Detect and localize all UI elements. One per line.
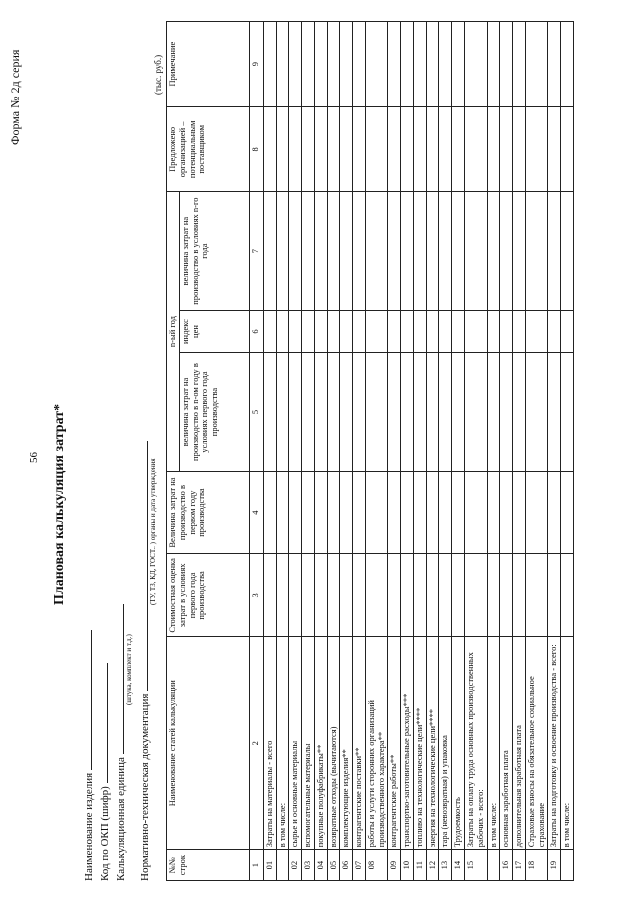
value-cell[interactable] bbox=[289, 471, 302, 554]
value-cell[interactable] bbox=[439, 310, 452, 353]
row-label: возвратные отходы (вычитаются) bbox=[327, 637, 340, 850]
table-row bbox=[500, 22, 513, 881]
row-number: 14 bbox=[452, 850, 465, 881]
value-cell[interactable] bbox=[426, 192, 439, 310]
value-cell[interactable] bbox=[353, 353, 366, 471]
page-number: 56 bbox=[28, 452, 40, 463]
value-cell[interactable] bbox=[452, 554, 465, 637]
value-cell[interactable] bbox=[289, 107, 302, 192]
docs-note: (ТУ, ТЗ, КД, ГОСТ.. ) органы и дата утверждения bbox=[149, 458, 157, 605]
table-body bbox=[263, 22, 573, 881]
row-number: 02 bbox=[289, 850, 302, 881]
value-cell[interactable] bbox=[439, 107, 452, 192]
value-cell[interactable] bbox=[439, 554, 452, 637]
value-cell[interactable] bbox=[327, 471, 340, 554]
value-cell[interactable] bbox=[388, 353, 401, 471]
value-cell[interactable] bbox=[302, 353, 315, 471]
value-cell[interactable] bbox=[327, 353, 340, 471]
value-cell[interactable] bbox=[413, 310, 426, 353]
value-cell[interactable] bbox=[302, 471, 315, 554]
table-row bbox=[548, 22, 561, 881]
header-row-no: №№ строк bbox=[167, 850, 250, 881]
value-cell[interactable] bbox=[401, 310, 414, 353]
value-cell[interactable] bbox=[513, 353, 526, 471]
product-name-label: Наименование изделия bbox=[83, 772, 95, 881]
unit-caption: (тыс. руб.) bbox=[153, 54, 163, 95]
row-number bbox=[561, 850, 574, 881]
row-number: 18 bbox=[525, 850, 548, 881]
value-cell[interactable] bbox=[314, 554, 327, 637]
table-row bbox=[327, 22, 340, 881]
row-label: основная заработная плата bbox=[500, 637, 513, 850]
value-cell[interactable] bbox=[426, 22, 439, 107]
value-cell[interactable] bbox=[452, 310, 465, 353]
value-cell[interactable] bbox=[452, 471, 465, 554]
value-cell[interactable] bbox=[452, 107, 465, 192]
value-cell[interactable] bbox=[487, 554, 500, 637]
row-label: комплектующие изделия** bbox=[340, 637, 353, 850]
header-first-year: Величина затрат на производство в первом году производства bbox=[167, 471, 250, 554]
value-cell[interactable] bbox=[263, 192, 276, 310]
value-cell[interactable] bbox=[548, 192, 561, 310]
table-row bbox=[365, 22, 388, 881]
value-cell[interactable] bbox=[513, 107, 526, 192]
value-cell[interactable] bbox=[465, 471, 488, 554]
value-cell[interactable] bbox=[426, 554, 439, 637]
value-cell[interactable] bbox=[548, 22, 561, 107]
row-label: в том числе: bbox=[276, 637, 289, 850]
row-number: 11 bbox=[413, 850, 426, 881]
row-label: Затраты на подготовку и освоение производства - всего: bbox=[548, 637, 561, 850]
document-title: Плановая калькуляция затрат* bbox=[52, 403, 67, 605]
value-cell[interactable] bbox=[353, 192, 366, 310]
row-label: контрагентские работы** bbox=[388, 637, 401, 850]
header-proposed: Предложено организацией – потенциальным поставщиком bbox=[167, 107, 250, 192]
row-label: в том числе: bbox=[561, 637, 574, 850]
table-row bbox=[401, 22, 414, 881]
table-row bbox=[465, 22, 488, 881]
row-label: транспортно-заготовительные расходы*** bbox=[401, 637, 414, 850]
table-row bbox=[439, 22, 452, 881]
table-row bbox=[276, 22, 289, 881]
calc-unit-note: (штука, комплект и т.д.) bbox=[125, 634, 133, 705]
row-number: 13 bbox=[439, 850, 452, 881]
value-cell[interactable] bbox=[365, 192, 388, 310]
value-cell[interactable] bbox=[263, 353, 276, 471]
table-row bbox=[353, 22, 366, 881]
value-cell[interactable] bbox=[401, 554, 414, 637]
row-label: энергия на технологические цели**** bbox=[426, 637, 439, 850]
value-cell[interactable] bbox=[314, 22, 327, 107]
value-cell[interactable] bbox=[263, 471, 276, 554]
table-row bbox=[487, 22, 500, 881]
value-cell[interactable] bbox=[302, 107, 315, 192]
product-name-line bbox=[80, 630, 92, 770]
column-number: 6 bbox=[249, 310, 263, 353]
value-cell[interactable] bbox=[314, 310, 327, 353]
value-cell[interactable] bbox=[452, 353, 465, 471]
column-number-row bbox=[249, 22, 263, 881]
value-cell[interactable] bbox=[263, 554, 276, 637]
value-cell[interactable] bbox=[548, 554, 561, 637]
row-label: работы и услуги сторонних организаций производственного характера** bbox=[365, 637, 388, 850]
value-cell[interactable] bbox=[465, 554, 488, 637]
header-note: Примечание bbox=[167, 22, 250, 107]
value-cell[interactable] bbox=[465, 353, 488, 471]
row-number: 01 bbox=[263, 850, 276, 881]
value-cell[interactable] bbox=[452, 22, 465, 107]
value-cell[interactable] bbox=[548, 471, 561, 554]
value-cell[interactable] bbox=[276, 22, 289, 107]
value-cell[interactable] bbox=[500, 107, 513, 192]
table-row bbox=[452, 22, 465, 881]
row-label: Затраты на оплату труда основных производственных рабочих - всего: bbox=[465, 637, 488, 850]
value-cell[interactable] bbox=[327, 310, 340, 353]
value-cell[interactable] bbox=[314, 192, 327, 310]
value-cell[interactable] bbox=[500, 22, 513, 107]
value-cell[interactable] bbox=[548, 353, 561, 471]
value-cell[interactable] bbox=[465, 107, 488, 192]
table-row bbox=[263, 22, 276, 881]
value-cell[interactable] bbox=[487, 310, 500, 353]
value-cell[interactable] bbox=[465, 192, 488, 310]
row-number: 05 bbox=[327, 850, 340, 881]
column-number: 5 bbox=[249, 353, 263, 471]
table-row bbox=[302, 22, 315, 881]
value-cell[interactable] bbox=[289, 310, 302, 353]
value-cell[interactable] bbox=[314, 353, 327, 471]
value-cell[interactable] bbox=[353, 471, 366, 554]
value-cell[interactable] bbox=[365, 22, 388, 107]
row-label: Трудоемкость bbox=[452, 637, 465, 850]
value-cell[interactable] bbox=[465, 310, 488, 353]
value-cell[interactable] bbox=[513, 554, 526, 637]
value-cell[interactable] bbox=[314, 471, 327, 554]
value-cell[interactable] bbox=[353, 310, 366, 353]
value-cell[interactable] bbox=[340, 107, 353, 192]
value-cell[interactable] bbox=[401, 353, 414, 471]
value-cell[interactable] bbox=[513, 310, 526, 353]
value-cell[interactable] bbox=[302, 554, 315, 637]
table-row bbox=[388, 22, 401, 881]
column-number: 3 bbox=[249, 554, 263, 637]
value-cell[interactable] bbox=[276, 471, 289, 554]
value-cell[interactable] bbox=[525, 471, 548, 554]
row-number: 06 bbox=[340, 850, 353, 881]
value-cell[interactable] bbox=[388, 471, 401, 554]
value-cell[interactable] bbox=[413, 22, 426, 107]
okp-line bbox=[96, 664, 108, 784]
value-cell[interactable] bbox=[340, 554, 353, 637]
row-label: Затраты на материалы - всего bbox=[263, 637, 276, 850]
row-number: 17 bbox=[513, 850, 526, 881]
value-cell[interactable] bbox=[426, 310, 439, 353]
value-cell[interactable] bbox=[487, 353, 500, 471]
value-cell[interactable] bbox=[340, 471, 353, 554]
value-cell[interactable] bbox=[487, 22, 500, 107]
header-estimate: Стоимостная оценка затрат в условиях первого года производства bbox=[167, 554, 250, 637]
value-cell[interactable] bbox=[413, 471, 426, 554]
value-cell[interactable] bbox=[340, 22, 353, 107]
value-cell[interactable] bbox=[487, 471, 500, 554]
value-cell[interactable] bbox=[340, 353, 353, 471]
value-cell[interactable] bbox=[561, 107, 574, 192]
value-cell[interactable] bbox=[327, 107, 340, 192]
row-number: 08 bbox=[365, 850, 388, 881]
row-number: 04 bbox=[314, 850, 327, 881]
value-cell[interactable] bbox=[561, 554, 574, 637]
value-cell[interactable] bbox=[500, 471, 513, 554]
value-cell[interactable] bbox=[561, 192, 574, 310]
docs-line bbox=[136, 441, 148, 691]
value-cell[interactable] bbox=[388, 107, 401, 192]
value-cell[interactable] bbox=[525, 107, 548, 192]
row-label: в том числе: bbox=[487, 637, 500, 850]
value-cell[interactable] bbox=[525, 310, 548, 353]
value-cell[interactable] bbox=[439, 192, 452, 310]
column-number: 2 bbox=[249, 637, 263, 850]
value-cell[interactable] bbox=[276, 107, 289, 192]
value-cell[interactable] bbox=[263, 22, 276, 107]
row-number: 03 bbox=[302, 850, 315, 881]
value-cell[interactable] bbox=[353, 554, 366, 637]
value-cell[interactable] bbox=[302, 22, 315, 107]
row-number: 19 bbox=[548, 850, 561, 881]
value-cell[interactable] bbox=[426, 107, 439, 192]
okp-label: Код по ОКП (шифр) bbox=[99, 786, 111, 881]
row-label: дополнительная заработная плата bbox=[513, 637, 526, 850]
value-cell[interactable] bbox=[263, 107, 276, 192]
table-row bbox=[525, 22, 548, 881]
value-cell[interactable] bbox=[289, 353, 302, 471]
value-cell[interactable] bbox=[525, 192, 548, 310]
value-cell[interactable] bbox=[426, 471, 439, 554]
product-name-field bbox=[80, 630, 95, 881]
value-cell[interactable] bbox=[500, 310, 513, 353]
value-cell[interactable] bbox=[500, 353, 513, 471]
value-cell[interactable] bbox=[289, 22, 302, 107]
row-label: тара (невозвратная) и упаковка bbox=[439, 637, 452, 850]
header-nth-conditions: величина затрат на производство в условиях n-го года bbox=[179, 192, 249, 310]
value-cell[interactable] bbox=[439, 22, 452, 107]
value-cell[interactable] bbox=[413, 554, 426, 637]
row-label: топливо на технологические цели**** bbox=[413, 637, 426, 850]
row-number bbox=[276, 850, 289, 881]
value-cell[interactable] bbox=[365, 310, 388, 353]
header-price-index: индекс цен bbox=[179, 310, 249, 353]
row-number: 09 bbox=[388, 850, 401, 881]
value-cell[interactable] bbox=[388, 192, 401, 310]
row-number: 15 bbox=[465, 850, 488, 881]
header-name: Наименование статей калькуляции bbox=[167, 637, 250, 850]
okp-field bbox=[96, 664, 111, 882]
value-cell[interactable] bbox=[365, 107, 388, 192]
row-label: Страховые взносы на обязательное социальное страхование bbox=[525, 637, 548, 850]
value-cell[interactable] bbox=[513, 22, 526, 107]
row-number: 07 bbox=[353, 850, 366, 881]
value-cell[interactable] bbox=[276, 310, 289, 353]
value-cell[interactable] bbox=[452, 192, 465, 310]
value-cell[interactable] bbox=[525, 22, 548, 107]
value-cell[interactable] bbox=[561, 353, 574, 471]
value-cell[interactable] bbox=[302, 310, 315, 353]
table-row bbox=[426, 22, 439, 881]
column-number: 9 bbox=[249, 22, 263, 107]
value-cell[interactable] bbox=[401, 22, 414, 107]
value-cell[interactable] bbox=[500, 192, 513, 310]
row-label: сырье и основные материалы bbox=[289, 637, 302, 850]
value-cell[interactable] bbox=[289, 192, 302, 310]
value-cell[interactable] bbox=[401, 471, 414, 554]
row-label: контрагентские поставки** bbox=[353, 637, 366, 850]
value-cell[interactable] bbox=[413, 192, 426, 310]
value-cell[interactable] bbox=[340, 192, 353, 310]
value-cell[interactable] bbox=[263, 310, 276, 353]
calculation-table bbox=[166, 21, 574, 881]
value-cell[interactable] bbox=[276, 554, 289, 637]
value-cell[interactable] bbox=[513, 192, 526, 310]
value-cell[interactable] bbox=[388, 22, 401, 107]
value-cell[interactable] bbox=[561, 471, 574, 554]
value-cell[interactable] bbox=[365, 554, 388, 637]
row-label: вспомогательные материалы bbox=[302, 637, 315, 850]
value-cell[interactable] bbox=[353, 107, 366, 192]
value-cell[interactable] bbox=[401, 192, 414, 310]
value-cell[interactable] bbox=[276, 192, 289, 310]
calc-unit-label: Калькуляционная единица bbox=[115, 757, 127, 881]
row-number: 16 bbox=[500, 850, 513, 881]
value-cell[interactable] bbox=[302, 192, 315, 310]
column-number: 4 bbox=[249, 471, 263, 554]
value-cell[interactable] bbox=[548, 107, 561, 192]
value-cell[interactable] bbox=[561, 22, 574, 107]
value-cell[interactable] bbox=[525, 353, 548, 471]
value-cell[interactable] bbox=[340, 310, 353, 353]
value-cell[interactable] bbox=[365, 353, 388, 471]
value-cell[interactable] bbox=[439, 471, 452, 554]
value-cell[interactable] bbox=[388, 554, 401, 637]
value-cell[interactable] bbox=[327, 554, 340, 637]
table-row bbox=[561, 22, 574, 881]
value-cell[interactable] bbox=[525, 554, 548, 637]
row-number: 12 bbox=[426, 850, 439, 881]
value-cell[interactable] bbox=[327, 192, 340, 310]
column-number: 1 bbox=[249, 850, 263, 881]
docs-label: Нормативно-техническая документация bbox=[139, 693, 151, 881]
value-cell[interactable] bbox=[289, 554, 302, 637]
value-cell[interactable] bbox=[439, 353, 452, 471]
value-cell[interactable] bbox=[401, 107, 414, 192]
value-cell[interactable] bbox=[276, 353, 289, 471]
column-number: 8 bbox=[249, 107, 263, 192]
value-cell[interactable] bbox=[365, 471, 388, 554]
value-cell[interactable] bbox=[426, 353, 439, 471]
value-cell[interactable] bbox=[314, 107, 327, 192]
value-cell[interactable] bbox=[500, 554, 513, 637]
table-row bbox=[413, 22, 426, 881]
value-cell[interactable] bbox=[413, 353, 426, 471]
calc-unit-line bbox=[112, 604, 124, 754]
value-cell[interactable] bbox=[413, 107, 426, 192]
value-cell[interactable] bbox=[388, 310, 401, 353]
value-cell[interactable] bbox=[327, 22, 340, 107]
value-cell[interactable] bbox=[353, 22, 366, 107]
header-nth-year: n-ый год bbox=[167, 192, 180, 471]
value-cell[interactable] bbox=[487, 107, 500, 192]
value-cell[interactable] bbox=[513, 471, 526, 554]
table-row bbox=[314, 22, 327, 881]
table-row bbox=[340, 22, 353, 881]
row-number: 10 bbox=[401, 850, 414, 881]
row-label: покупные полуфабрикаты** bbox=[314, 637, 327, 850]
form-id: Форма № 2д серия bbox=[8, 49, 22, 145]
column-number: 7 bbox=[249, 192, 263, 310]
value-cell[interactable] bbox=[561, 310, 574, 353]
value-cell[interactable] bbox=[548, 310, 561, 353]
header-nth-cost: величина затрат на производство в n-ом году в условиях первого года производства bbox=[179, 353, 249, 471]
value-cell[interactable] bbox=[487, 192, 500, 310]
table-row bbox=[513, 22, 526, 881]
row-number bbox=[487, 850, 500, 881]
value-cell[interactable] bbox=[465, 22, 488, 107]
table-row bbox=[289, 22, 302, 881]
